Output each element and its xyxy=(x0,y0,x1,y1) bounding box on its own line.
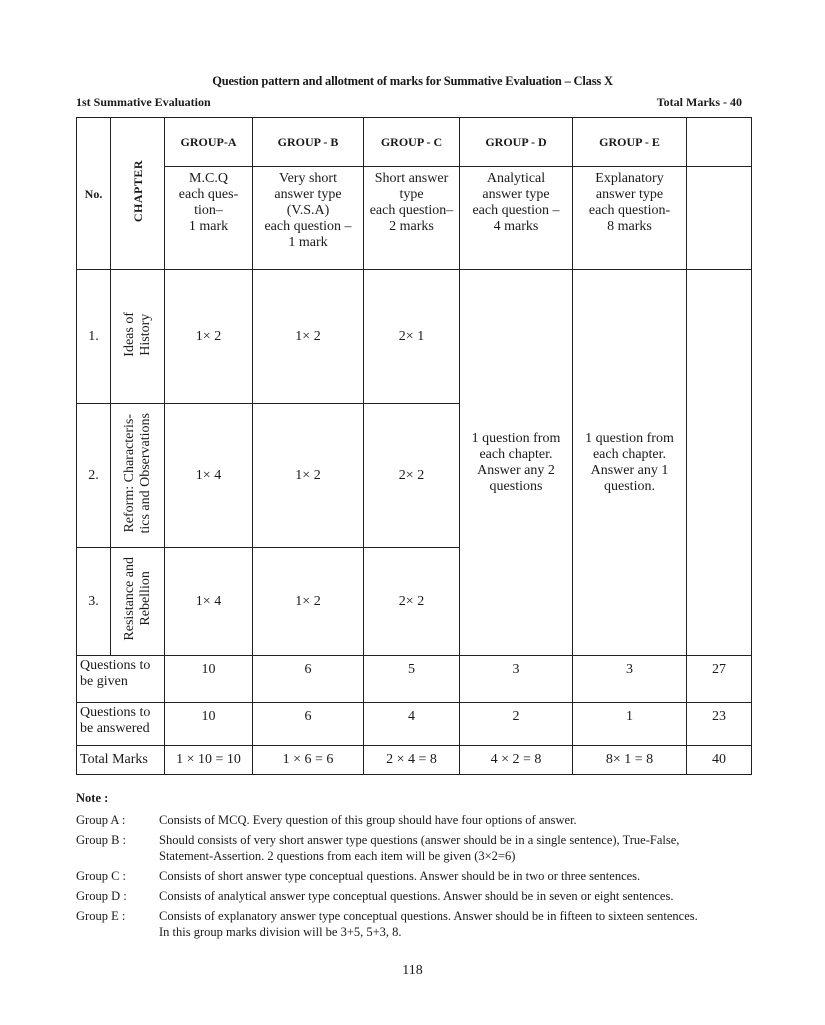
no-header: No. xyxy=(77,118,111,270)
group-c-value: 2× 2 xyxy=(364,404,460,548)
summary-value: 8× 1 = 8 xyxy=(573,746,687,775)
group-b-value: 1× 2 xyxy=(253,548,364,656)
group-b-header: GROUP - B xyxy=(253,118,364,167)
notes-section xyxy=(76,790,756,944)
summary-label: Questions to be given xyxy=(77,656,165,703)
chapter-number: 1. xyxy=(77,270,111,404)
note-item: Group E : Consists of explanatory answer type conceptual questions. Answer should be in fifteen to sixteen sentences. In this group marks division will be 3+5, 5+3, 8. xyxy=(76,909,698,939)
summary-value: 6 xyxy=(253,703,364,746)
summary-value: 5 xyxy=(364,656,460,703)
total-header xyxy=(687,118,752,167)
group-c-header: GROUP - C xyxy=(364,118,460,167)
total-blank xyxy=(687,270,752,656)
summary-row-total xyxy=(77,746,752,775)
summary-value: 4 × 2 = 8 xyxy=(460,746,573,775)
note-item: Group A : Consists of MCQ. Every question of this group should have four options of answer. xyxy=(76,813,577,827)
summary-label: Total Marks xyxy=(77,746,165,775)
group-b-value: 1× 2 xyxy=(253,270,364,404)
notes-title: Note : xyxy=(76,791,109,805)
group-header-row xyxy=(77,118,752,167)
chapter-header: CHAPTER xyxy=(111,118,165,270)
summary-label: Questions to be answered xyxy=(77,703,165,746)
chapter-name: Reform: Characteris- tics and Observations xyxy=(111,404,165,548)
summary-row-given xyxy=(77,656,752,703)
group-e-header: GROUP - E xyxy=(573,118,687,167)
evaluation-label: 1st Summative Evaluation xyxy=(76,95,211,109)
summary-value: 40 xyxy=(687,746,752,775)
group-d-description: Analytical answer type each question – 4 marks xyxy=(460,167,573,270)
chapter-number: 3. xyxy=(77,548,111,656)
group-b-value: 1× 2 xyxy=(253,404,364,548)
summary-value: 23 xyxy=(687,703,752,746)
group-e-description: Explanatory answer type each question- 8 marks xyxy=(573,167,687,270)
chapter-name: Resistance and Rebellion xyxy=(111,548,165,656)
summary-value: 3 xyxy=(460,656,573,703)
summary-value: 1 × 10 = 10 xyxy=(165,746,253,775)
chapter-row xyxy=(77,270,752,404)
summary-value: 1 xyxy=(573,703,687,746)
group-c-description: Short answer type each question– 2 marks xyxy=(364,167,460,270)
group-a-description: M.C.Q each ques- tion– 1 mark xyxy=(165,167,253,270)
group-d-note: 1 question from each chapter. Answer any 2 questions xyxy=(460,270,573,656)
group-a-value: 1× 4 xyxy=(165,404,253,548)
summary-value: 6 xyxy=(253,656,364,703)
note-item: Group D : Consists of analytical answer type conceptual questions. Answer should be in seven or eight sentences. xyxy=(76,889,674,903)
total-description xyxy=(687,167,752,270)
summary-value: 10 xyxy=(165,703,253,746)
marks-table xyxy=(76,117,752,775)
summary-row-answered xyxy=(77,703,752,746)
summary-value: 10 xyxy=(165,656,253,703)
total-marks-label: Total Marks - 40 xyxy=(656,95,742,109)
summary-value: 2 × 4 = 8 xyxy=(364,746,460,775)
summary-value: 1 × 6 = 6 xyxy=(253,746,364,775)
page-title: Question pattern and allotment of marks for Summative Evaluation – Class X xyxy=(212,74,613,88)
group-a-value: 1× 2 xyxy=(165,270,253,404)
chapter-name: Ideas of History xyxy=(111,270,165,404)
note-item: Group B : Should consists of very short answer type questions (answer should be in a single sentence), True-False, Statement-Assertion. 2 questions from each item will be given (3×2=6) xyxy=(76,833,680,863)
page-number: 118 xyxy=(402,963,423,978)
group-c-value: 2× 1 xyxy=(364,270,460,404)
chapter-number: 2. xyxy=(77,404,111,548)
group-a-header: GROUP-A xyxy=(165,118,253,167)
summary-value: 4 xyxy=(364,703,460,746)
group-d-header: GROUP - D xyxy=(460,118,573,167)
group-e-note: 1 question from each chapter. Answer any 1 question. xyxy=(573,270,687,656)
group-a-value: 1× 4 xyxy=(165,548,253,656)
summary-value: 3 xyxy=(573,656,687,703)
group-c-value: 2× 2 xyxy=(364,548,460,656)
summary-value: 2 xyxy=(460,703,573,746)
summary-value: 27 xyxy=(687,656,752,703)
note-item: Group C : Consists of short answer type conceptual questions. Answer should be in two or three sentences. xyxy=(76,869,641,883)
group-b-description: Very short answer type (V.S.A) each question – 1 mark xyxy=(253,167,364,270)
description-row xyxy=(77,167,752,270)
